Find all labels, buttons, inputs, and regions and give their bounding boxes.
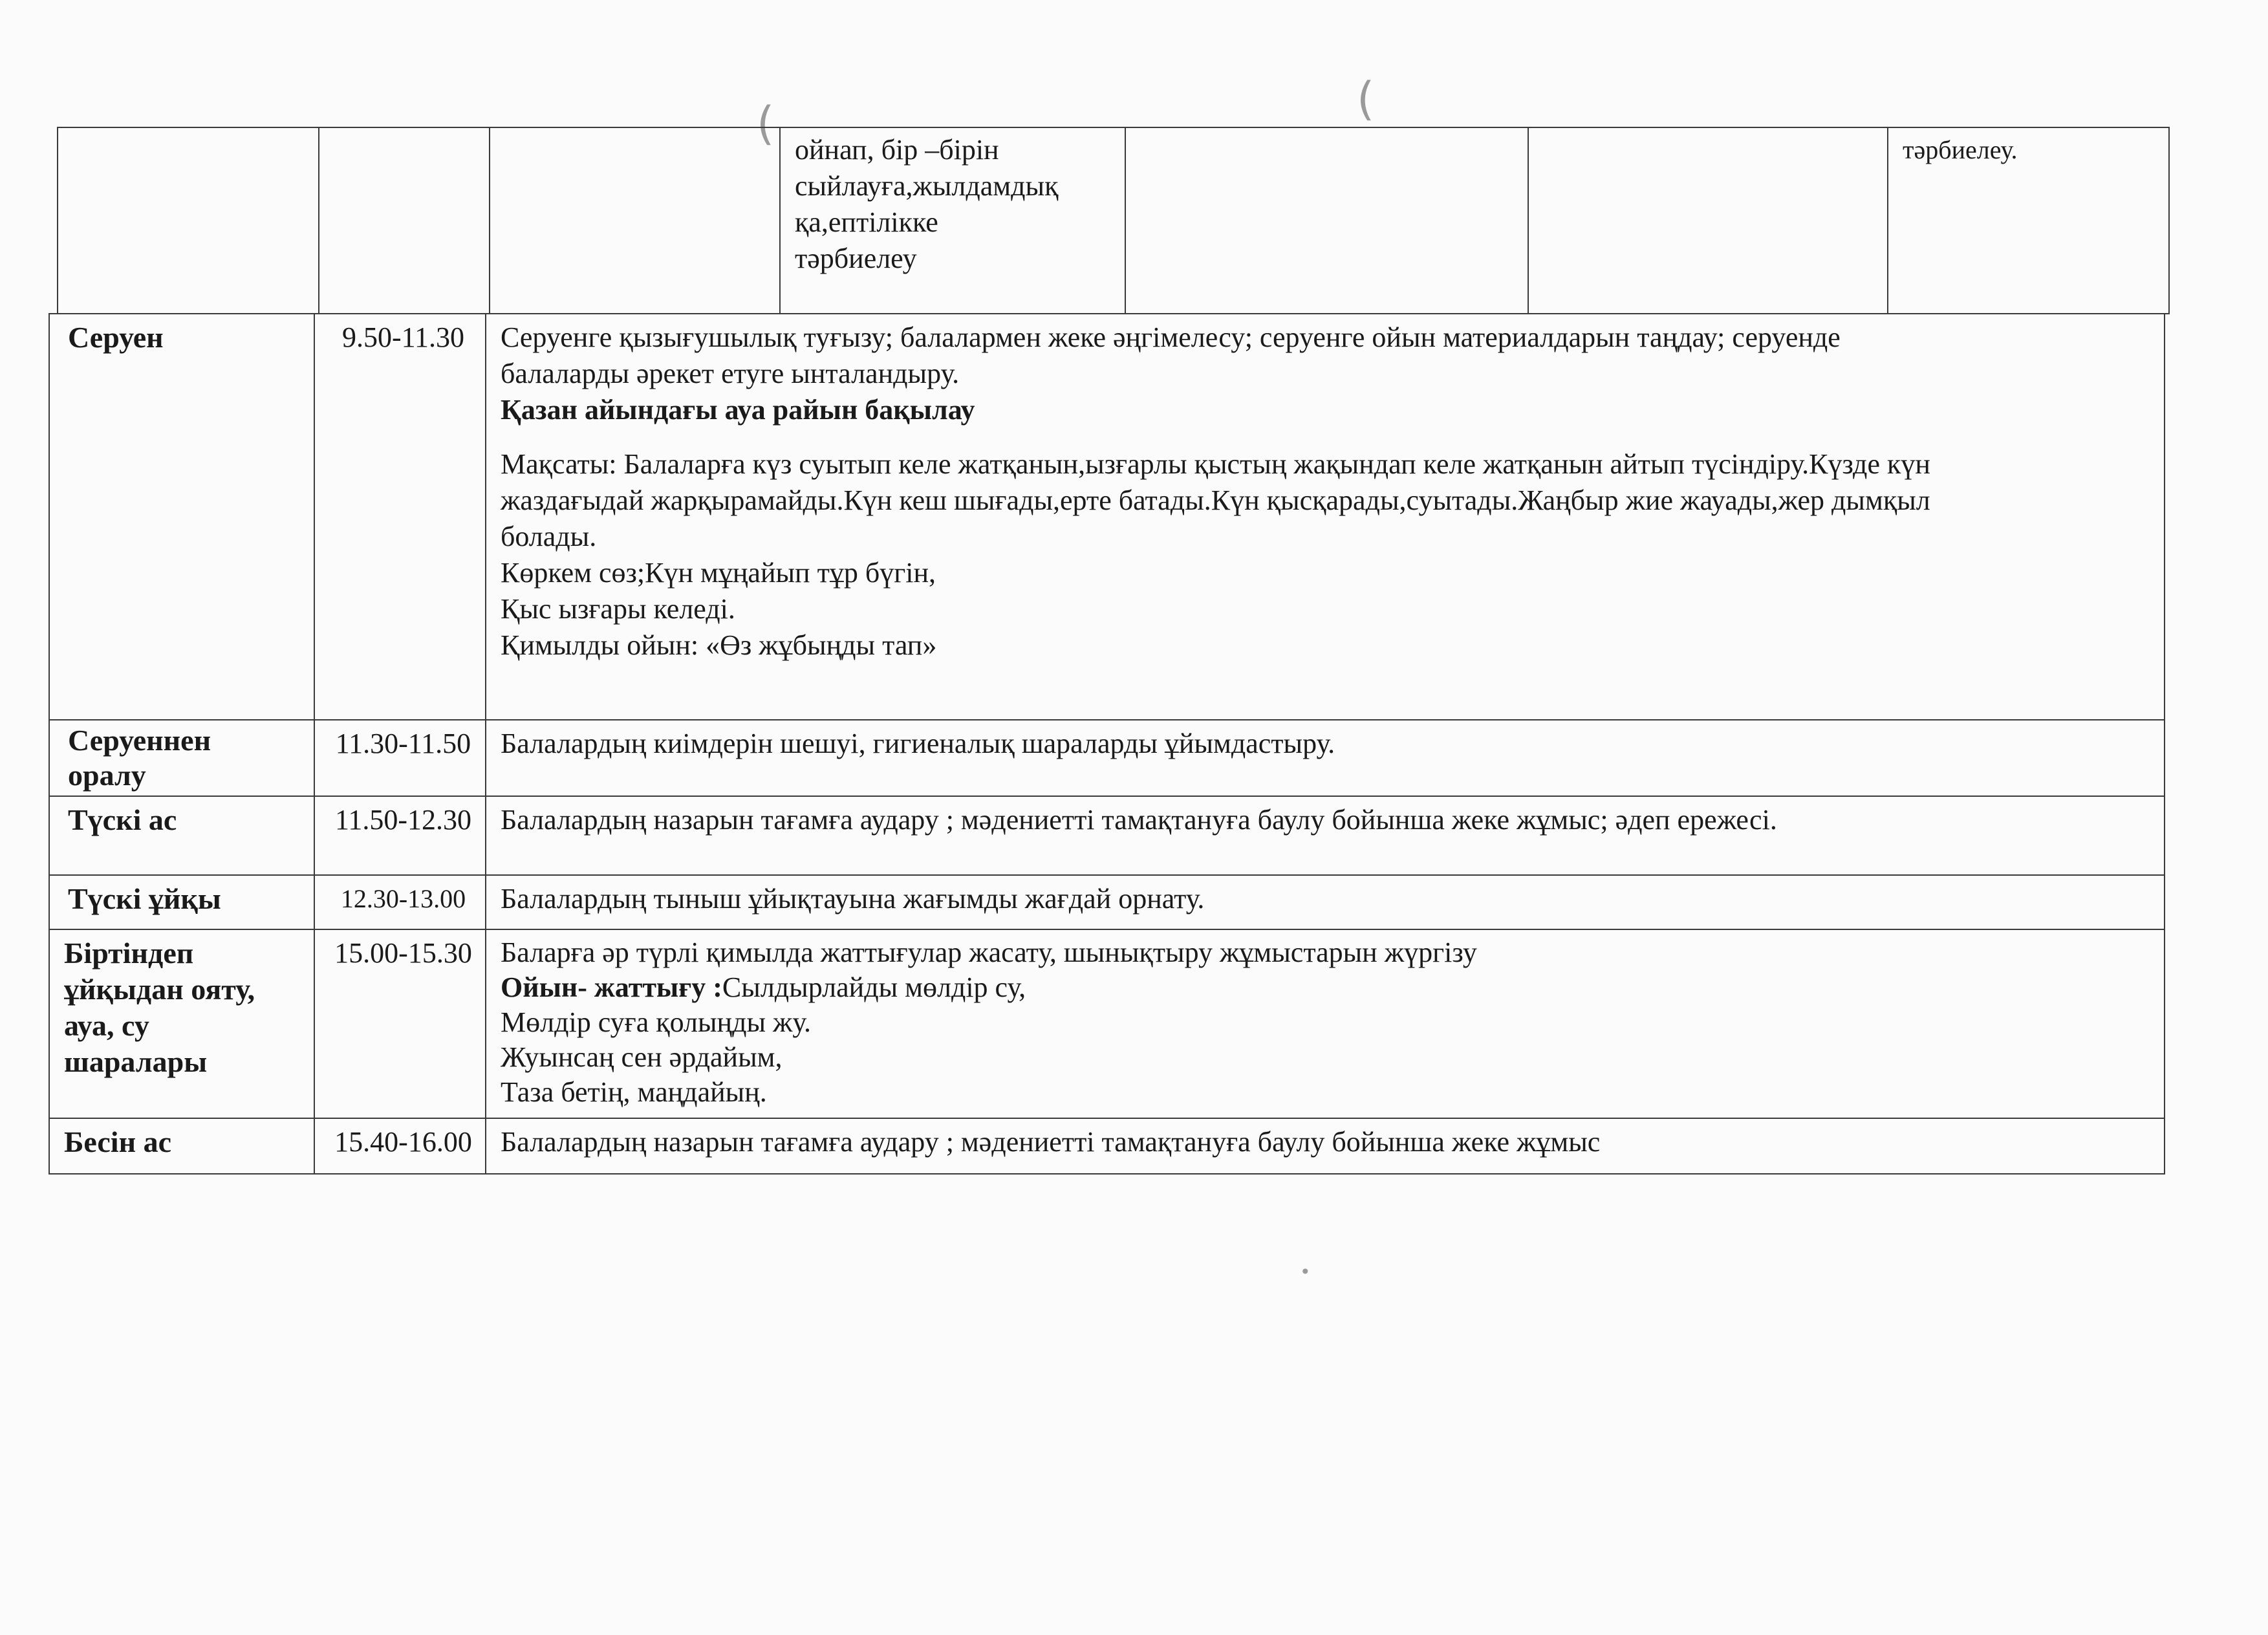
description-line: Баларға әр түрлі қимылда жаттығулар жасату, шынықтыру жұмыстарын жүргізу [501,937,1477,968]
activity-name: ауа, су [64,1009,149,1042]
fragment-line: қа,ептілікке [795,206,938,238]
scan-artifact-dot: • [1300,1261,1311,1283]
observation-title: Қазан айындағы ауа райын бақылау [501,394,975,426]
time-range: 11.30-11.50 [335,728,471,759]
schedule-row [49,720,2165,796]
previous-table-fragment [57,127,2170,314]
fragment-cell-2 [319,127,490,314]
description-cell [486,720,2165,796]
activity-name-cell [49,314,314,720]
fragment-cell-7 [1888,127,2169,314]
activity-name: Серуеннен [68,724,211,757]
description-cell [486,929,2165,1118]
schedule-row [49,1118,2165,1174]
description-line: Балалардың тыныш ұйықтауына жағымды жағдай орнату. [501,883,1205,915]
activity-name: Түскі ұйқы [68,882,221,915]
fragment-cell-6 [1528,127,1888,314]
description-cell [486,875,2165,929]
description-line: Балалардың назарын тағамға аудару ; мәдениетті тамақтануға баулу бойынша жеке жұмыс; әдеп ережесі. [501,804,1777,836]
fragment-line: тәрбиелеу [795,243,917,274]
activity-name-cell [49,875,314,929]
poem-line: Жуынсаң сен әрдайым, [501,1041,783,1073]
fragment-text: тәрбиелеу. [1903,135,2018,164]
description-line: Серуенге қызығушылық туғызу; балалармен жеке әңгімелесу; серуенге ойын материалдарын таңдау; серуенде [501,321,1841,353]
description-line: Қыс ызғары келеді. [501,593,735,625]
time-range: 9.50-11.30 [341,321,465,353]
fragment-line: сыйлауға,жылдамдық [795,170,1059,202]
description-cell [486,796,2165,875]
time-cell [314,796,486,875]
activity-name: ұйқыдан ояту, [64,973,255,1006]
activity-name-cell [49,720,314,796]
time-range: 15.40-16.00 [334,1126,472,1158]
poem-line: Таза бетің, маңдайың. [501,1076,767,1108]
game-exercise-label: Ойын- жаттығу : [501,971,722,1003]
time-range: 12.30-13.00 [340,884,466,913]
description-line: Балалардың назарын тағамға аудару ; мәдениетті тамақтануға баулу бойынша жеке жұмыс [501,1126,1601,1158]
activity-name: шаралары [64,1045,208,1078]
description-line: балаларды әрекет етуге ынталандыру. [501,358,960,389]
schedule-row [49,796,2165,875]
schedule-row [49,875,2165,929]
activity-name-cell [49,1118,314,1174]
description-line: болады. [501,521,597,552]
description-line: Мақсаты: Балаларға күз суытып келе жатқанын,ызғарлы қыстың жақындап келе жатқанын айтып түсіндіру.Күзде күн [501,448,1930,480]
time-range: 11.50-12.30 [334,804,472,836]
fragment-cell-1 [58,127,319,314]
fragment-cell-5 [1125,127,1528,314]
description-line: жаздағыдай жарқырамайды.Күн кеш шығады,ерте батады.Күн қысқарады,суытады.Жаңбыр жие жауады,жер дымқыл [501,484,1930,516]
activity-name-cell [49,796,314,875]
fragment-line: ойнап, бір –бірін [795,134,999,166]
time-range: 15.00-15.30 [334,937,472,969]
description-cell [486,314,2165,720]
fragment-cell-4 [780,127,1125,314]
scan-artifact-arc: ( [757,97,775,150]
time-cell [314,720,486,796]
fragment-cell-3 [490,127,780,314]
description-line [501,970,2151,1005]
activity-name-cell [49,929,314,1118]
activity-name: Серуен [68,321,164,354]
time-cell [314,314,486,720]
activity-name: Түскі ас [68,803,177,836]
description-line: Балалардың киімдерін шешуі, гигиеналық шараларды ұйымдастыру. [501,728,1335,759]
time-cell [314,1118,486,1174]
daily-schedule-table [49,313,2165,1175]
activity-name: Біртіндеп [64,937,194,969]
schedule-row [49,929,2165,1118]
activity-name: Бесін ас [64,1125,172,1158]
description-line: Көркем сөз;Күн мұңайып тұр бүгін, [501,557,936,589]
time-cell [314,929,486,1118]
poem-line: Сылдырлайды мөлдір су, [722,971,1026,1003]
description-cell [486,1118,2165,1174]
poem-line: Мөлдір суға қолыңды жу. [501,1006,812,1038]
schedule-row [49,314,2165,720]
activity-name: оралу [68,759,146,792]
scan-artifact-arc: ( [1357,72,1375,125]
time-cell [314,875,486,929]
description-line: Қимылды ойын: «Өз жұбыңды тап» [501,629,937,661]
